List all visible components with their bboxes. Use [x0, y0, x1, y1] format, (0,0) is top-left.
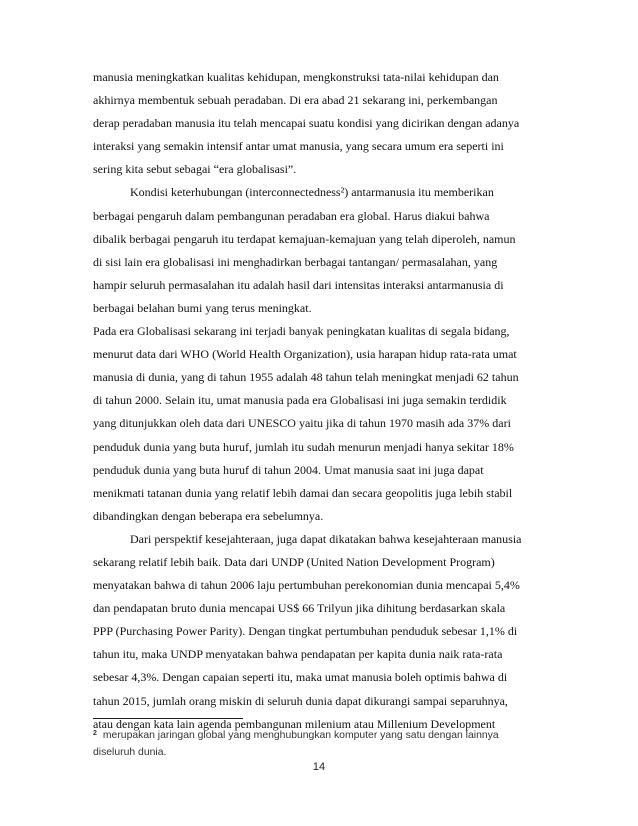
text-line: sering kita sebut sebagai “era globalisasi”. — [93, 162, 297, 177]
text-line: menurut data dari WHO (World Health Organization), usia harapan hidup rata-rata umat — [93, 347, 517, 362]
text-line: penduduk dunia yang buta huruf di tahun 2004. Umat manusia saat ini juga dapat — [93, 462, 484, 477]
text-line: Kondisi keterhubungan (interconnectedness²) antarmanusia itu memberikan — [130, 185, 494, 200]
paragraph — [93, 181, 543, 320]
text-line: dibalik berbagai pengaruh itu terdapat kemajuan-kemajuan yang telah diperoleh, namun — [93, 231, 516, 246]
text-line: akhirnya membentuk sebuah peradaban. Di era abad 21 sekarang ini, perkembangan — [93, 93, 498, 108]
text-line: tahun itu, maka UNDP menyatakan bahwa pendapatan per kapita dunia naik rata-rata — [93, 647, 503, 662]
text-line: manusia meningkatkan kualitas kehidupan, mengkonstruksi tata-nilai kehidupan dan — [93, 70, 499, 84]
text-line: di sisi lain era globalisasi ini menghadirkan berbagai tantangan/ permasalahan, yang — [93, 254, 498, 269]
body-text — [93, 66, 543, 736]
paragraph — [93, 528, 543, 736]
text-line: interaksi yang semakin intensif antar umat manusia, yang secara umum era seperti ini — [93, 139, 504, 154]
text-line: Pada era Globalisasi sekarang ini terjadi banyak peningkatan kualitas di segala bidang, — [93, 324, 510, 339]
text-line: atau dengan kata lain agenda pembangunan milenium atau Millenium Development — [93, 716, 496, 731]
text-line: sebesar 4,3%. Dengan capaian seperti itu, maka umat manusia boleh optimis bahwa di — [93, 670, 508, 685]
text-line: dan pendapatan bruto dunia mencapai US$ 66 Trilyun jika dihitung berdasarkan skala — [93, 601, 506, 616]
text-line: penduduk dunia yang buta huruf, jumlah itu sudah menurun menjadi hanya sekitar 18% — [93, 439, 514, 454]
text-line: tahun 2015, jumlah orang miskin di seluruh dunia dapat dikurangi sampai separuhnya, — [93, 693, 508, 708]
text-line: sekarang relatif lebih baik. Data dari UNDP (United Nation Development Program) — [93, 554, 495, 569]
text-line: berbagai belahan bumi yang terus meningkat. — [93, 300, 312, 315]
text-line: di tahun 2000. Selain itu, umat manusia pada era Globalisasi ini juga semakin terdidik — [93, 393, 507, 408]
text-line: derap peradaban manusia itu telah mencapai suatu kondisi yang dicirikan dengan adanya — [93, 116, 520, 131]
text-line: manusia di dunia, yang di tahun 1955 adalah 48 tahun telah meningkat menjadi 62 tahun — [93, 370, 519, 385]
text-line: dibandingkan dengan beberapa era sebelumnya. — [93, 508, 324, 523]
text-line: menikmati tatanan dunia yang relatif lebih damai dan secara geopolitis juga lebih stabil — [93, 485, 513, 500]
text-line: PPP (Purchasing Power Parity). Dengan tingkat pertumbuhan penduduk sebesar 1,1% di — [93, 624, 518, 639]
paragraph — [93, 320, 543, 528]
text-line: Dari perspektif kesejahteraan, juga dapat dikatakan bahwa kesejahteraan manusia — [130, 531, 522, 546]
page-number: 14 — [312, 761, 326, 773]
footnote — [93, 727, 543, 761]
text-line: berbagai pengaruh dalam pembangunan peradaban era global. Harus diakui bahwa — [93, 208, 490, 223]
paragraph — [93, 66, 543, 181]
text-line: menyatakan bahwa di tahun 2006 laju pertumbuhan perekonomian dunia mencapai 5,4% — [93, 578, 520, 593]
footnote-marker: 2 — [93, 730, 97, 737]
footnote-divider — [93, 718, 243, 719]
footnote-text: merupakan jaringan global yang menghubungkan komputer yang satu dengan lainnya diseluruh dunia. — [93, 730, 499, 758]
text-line: yang ditunjukkan oleh data dari UNESCO yaitu jika di tahun 1970 masih ada 37% dari — [93, 416, 511, 431]
text-line: hampir seluruh permasalahan itu adalah hasil dari intensitas interaksi antarmanusia di — [93, 277, 504, 292]
